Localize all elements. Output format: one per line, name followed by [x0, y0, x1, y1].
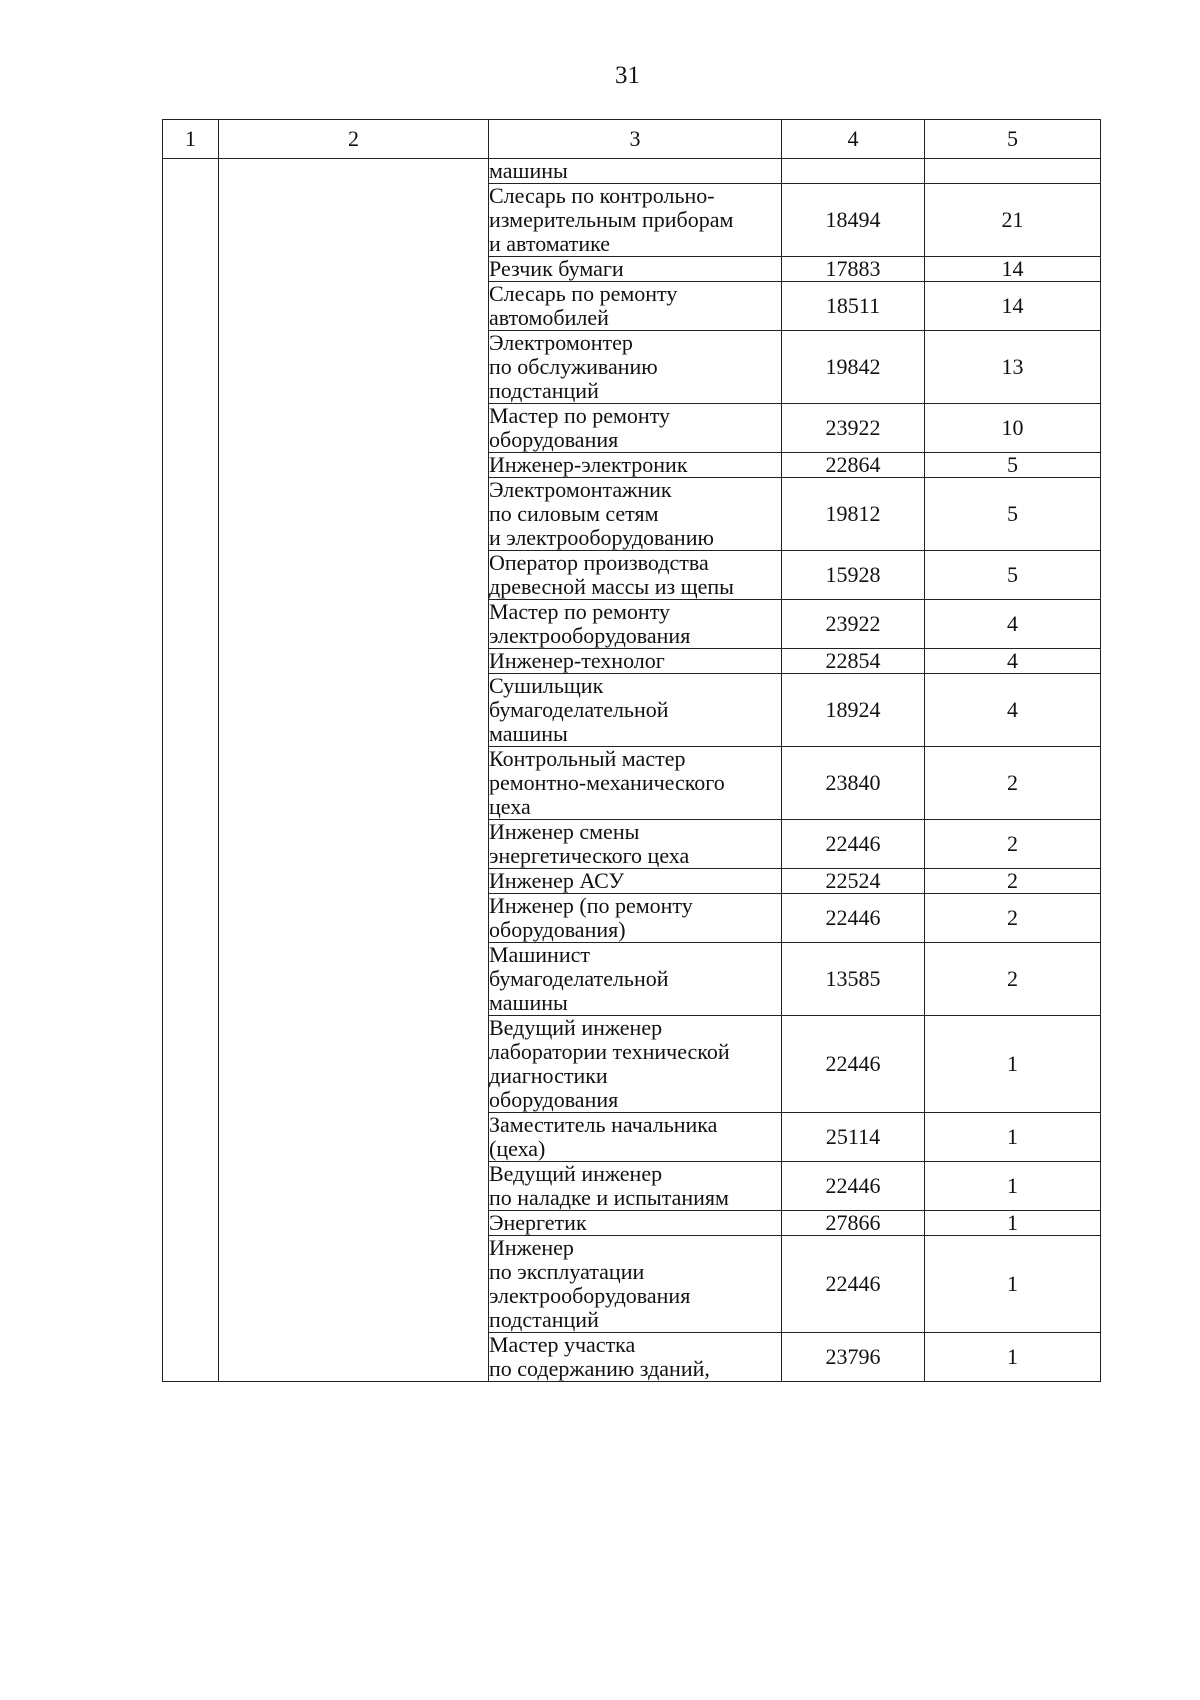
profession-name-cell — [489, 282, 782, 331]
worker-count: 1 — [925, 1016, 1101, 1113]
profession-name-cell — [489, 674, 782, 747]
worker-count: 1 — [925, 1113, 1101, 1162]
profession-name: Инженер-электроник — [489, 452, 688, 477]
profession-name-cell — [489, 869, 782, 894]
worker-count: 14 — [925, 257, 1101, 282]
worker-count: 4 — [925, 600, 1101, 649]
profession-code: 22446 — [782, 1162, 925, 1211]
profession-name-cell — [489, 551, 782, 600]
profession-name: Заместитель начальника (цеха) — [489, 1112, 718, 1161]
column-header-5: 5 — [925, 120, 1101, 159]
profession-name-cell — [489, 1113, 782, 1162]
profession-code: 22446 — [782, 820, 925, 869]
page-number: 31 — [615, 62, 640, 89]
worker-count: 2 — [925, 943, 1101, 1016]
profession-name-cell — [489, 1162, 782, 1211]
profession-code: 22446 — [782, 1236, 925, 1333]
profession-code: 15928 — [782, 551, 925, 600]
profession-code: 23922 — [782, 404, 925, 453]
profession-name: Инженер смены энергетического цеха — [489, 819, 690, 868]
profession-code: 18924 — [782, 674, 925, 747]
profession-name-cell — [489, 600, 782, 649]
profession-name-cell — [489, 159, 782, 184]
profession-code: 19842 — [782, 331, 925, 404]
profession-name-cell — [489, 943, 782, 1016]
profession-name-cell — [489, 1016, 782, 1113]
profession-name-cell — [489, 894, 782, 943]
empty-cell-col1 — [163, 159, 219, 1382]
profession-code: 13585 — [782, 943, 925, 1016]
worker-count: 1 — [925, 1211, 1101, 1236]
profession-code: 23796 — [782, 1333, 925, 1382]
column-header-4: 4 — [782, 120, 925, 159]
worker-count: 14 — [925, 282, 1101, 331]
professions-table — [162, 119, 1101, 1382]
profession-name-cell — [489, 747, 782, 820]
profession-code: 19812 — [782, 478, 925, 551]
profession-name-cell — [489, 184, 782, 257]
profession-code: 22854 — [782, 649, 925, 674]
profession-name: Мастер участка по содержанию зданий, — [489, 1332, 710, 1381]
profession-name-cell — [489, 453, 782, 478]
worker-count: 5 — [925, 551, 1101, 600]
empty-cell-col2 — [219, 159, 489, 1382]
profession-name-cell — [489, 478, 782, 551]
worker-count: 1 — [925, 1162, 1101, 1211]
profession-code: 27866 — [782, 1211, 925, 1236]
profession-name: Инженер-технолог — [489, 648, 665, 673]
profession-name: Мастер по ремонту электрооборудования — [489, 599, 691, 648]
worker-count: 2 — [925, 894, 1101, 943]
profession-name: Мастер по ремонту оборудования — [489, 403, 671, 452]
profession-name-cell — [489, 649, 782, 674]
profession-name: Контрольный мастер ремонтно-механического цеха — [489, 746, 725, 819]
profession-code — [782, 159, 925, 184]
profession-code: 17883 — [782, 257, 925, 282]
profession-code: 18494 — [782, 184, 925, 257]
worker-count: 1 — [925, 1236, 1101, 1333]
profession-name: Энергетик — [489, 1210, 587, 1235]
column-header-2: 2 — [219, 120, 489, 159]
profession-name-cell — [489, 257, 782, 282]
profession-name-cell — [489, 404, 782, 453]
profession-code: 18511 — [782, 282, 925, 331]
profession-name: Ведущий инженер лаборатории технической диагностики оборудования — [489, 1015, 730, 1112]
profession-code: 23840 — [782, 747, 925, 820]
profession-name: Инженер АСУ — [489, 868, 625, 893]
worker-count: 5 — [925, 453, 1101, 478]
worker-count: 2 — [925, 747, 1101, 820]
profession-code: 22864 — [782, 453, 925, 478]
profession-code: 22446 — [782, 894, 925, 943]
profession-name: машины — [489, 158, 568, 183]
header-row — [163, 120, 1101, 159]
profession-name: Оператор производства древесной массы из щепы — [489, 550, 734, 599]
profession-code: 23922 — [782, 600, 925, 649]
profession-name: Ведущий инженер по наладке и испытаниям — [489, 1161, 729, 1210]
profession-name-cell — [489, 331, 782, 404]
worker-count — [925, 159, 1101, 184]
worker-count: 4 — [925, 649, 1101, 674]
worker-count: 2 — [925, 820, 1101, 869]
profession-name: Резчик бумаги — [489, 256, 624, 281]
profession-name: Инженер по эксплуатации электрооборудования подстанций — [489, 1235, 691, 1332]
profession-name: Слесарь по ремонту автомобилей — [489, 281, 678, 330]
profession-code: 22446 — [782, 1016, 925, 1113]
profession-name-cell — [489, 820, 782, 869]
profession-name-cell — [489, 1211, 782, 1236]
worker-count: 13 — [925, 331, 1101, 404]
profession-name-cell — [489, 1333, 782, 1382]
profession-name: Слесарь по контрольно- измерительным приборам и автоматике — [489, 183, 734, 256]
worker-count: 5 — [925, 478, 1101, 551]
worker-count: 4 — [925, 674, 1101, 747]
profession-code: 22524 — [782, 869, 925, 894]
profession-code: 25114 — [782, 1113, 925, 1162]
profession-name: Машинист бумагоделательной машины — [489, 942, 669, 1015]
profession-name: Электромонтажник по силовым сетям и электрооборудованию — [489, 477, 714, 550]
profession-name-cell — [489, 1236, 782, 1333]
worker-count: 21 — [925, 184, 1101, 257]
worker-count: 2 — [925, 869, 1101, 894]
column-header-3: 3 — [489, 120, 782, 159]
table-row — [163, 159, 1101, 184]
profession-name: Сушильщик бумагоделательной машины — [489, 673, 669, 746]
worker-count: 1 — [925, 1333, 1101, 1382]
worker-count: 10 — [925, 404, 1101, 453]
profession-name: Инженер (по ремонту оборудования) — [489, 893, 693, 942]
column-header-1: 1 — [163, 120, 219, 159]
profession-name: Электромонтер по обслуживанию подстанций — [489, 330, 658, 403]
